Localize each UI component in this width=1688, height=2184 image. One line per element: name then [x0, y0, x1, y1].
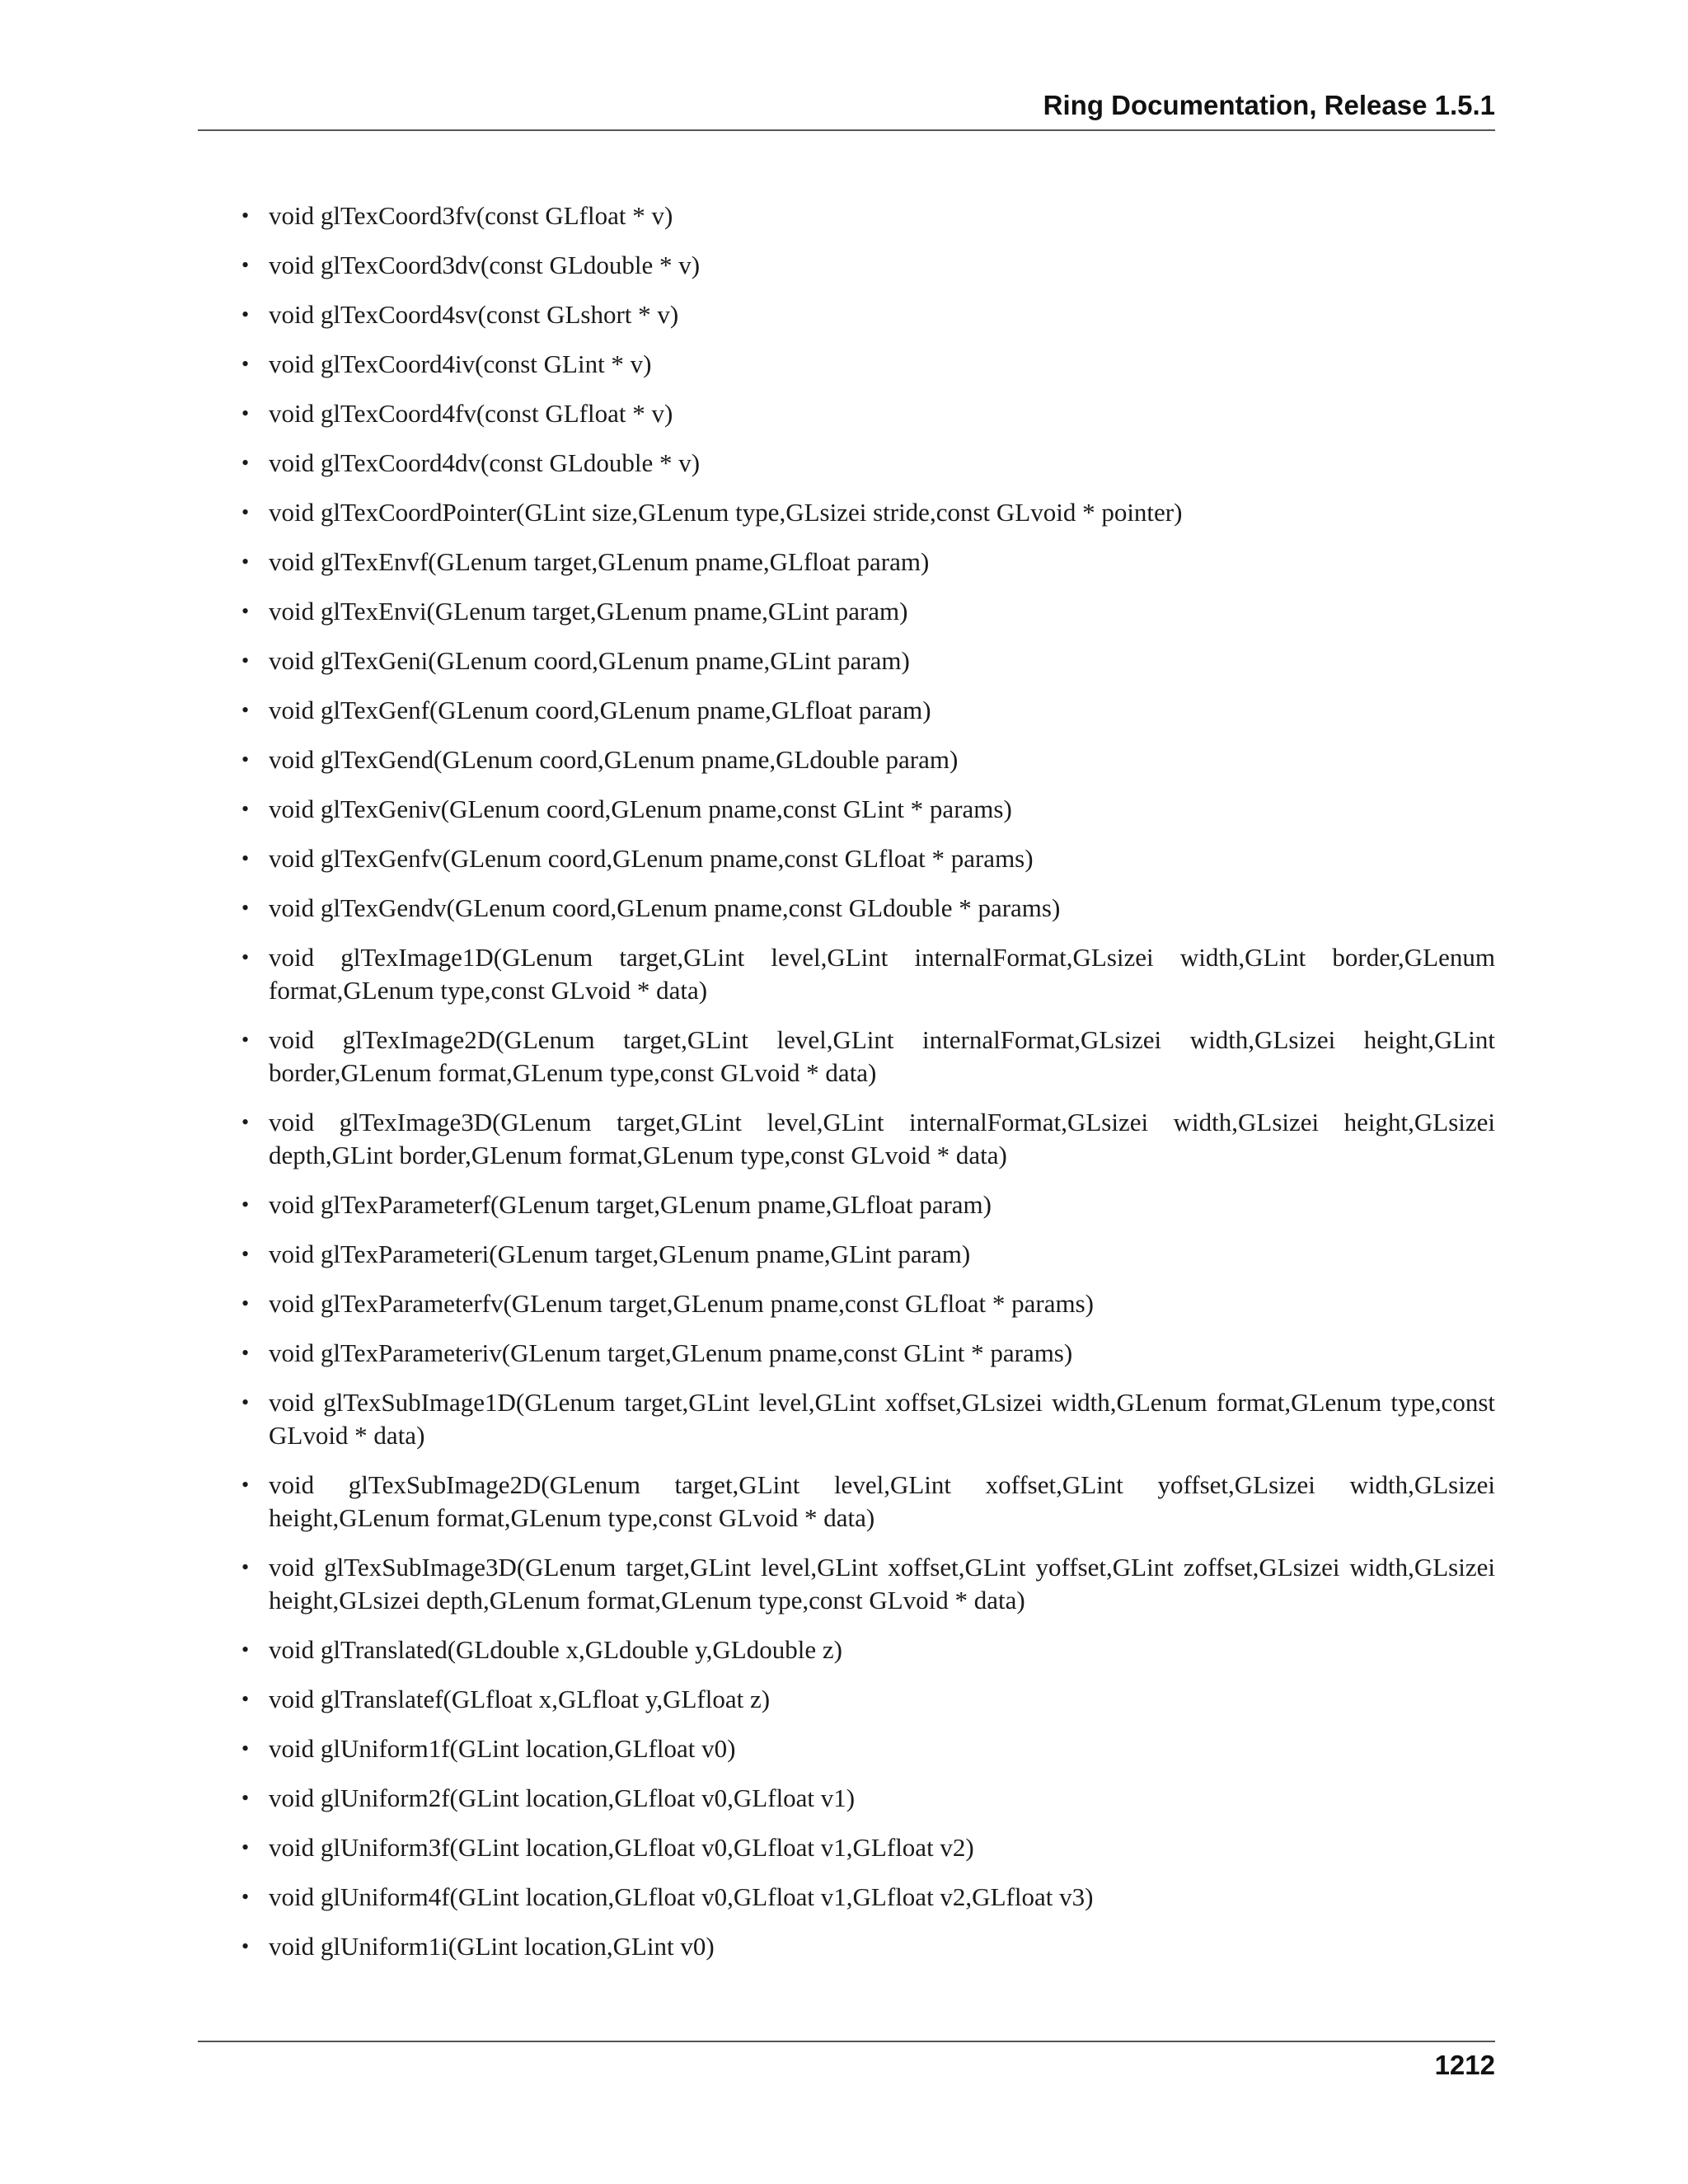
function-signature: void glTexGenfv(GLenum coord,GLenum pname,const GLfloat * params)	[269, 844, 1034, 873]
list-item	[239, 1881, 1495, 1914]
function-signature: void glUniform1f(GLint location,GLfloat v0)	[269, 1734, 736, 1763]
header-divider	[198, 129, 1495, 131]
bullet-icon: •	[241, 1390, 250, 1414]
function-signature: void glTexSubImage2D(GLenum target,GLint level,GLint xoffset,GLint yoffset,GLsizei width,GLsizei height,GLenum format,GLenum type,const GLvoid * data)	[269, 1470, 1495, 1532]
bullet-icon: •	[241, 1242, 250, 1266]
function-signature: void glTranslatef(GLfloat x,GLfloat y,GLfloat z)	[269, 1685, 771, 1713]
footer-divider	[198, 2041, 1495, 2042]
function-signature: void glTexSubImage3D(GLenum target,GLint level,GLint xoffset,GLint yoffset,GLint zoffset,GLsizei width,GLsizei height,GLsizei depth,GLenum format,GLenum type,const GLvoid * data)	[269, 1553, 1495, 1615]
function-signature: void glTexCoord3dv(const GLdouble * v)	[269, 251, 701, 279]
bullet-icon: •	[241, 1291, 250, 1315]
list-item	[239, 496, 1495, 529]
running-header: Ring Documentation, Release 1.5.1	[1043, 90, 1495, 120]
function-signature: void glTexCoordPointer(GLint size,GLenum type,GLsizei stride,const GLvoid * pointer)	[269, 498, 1183, 527]
bullet-icon: •	[241, 1736, 250, 1760]
bullet-icon: •	[241, 1638, 250, 1661]
list-item	[239, 397, 1495, 430]
list-item	[239, 595, 1495, 628]
list-item	[239, 1683, 1495, 1716]
bullet-icon: •	[241, 1934, 250, 1958]
function-signature: void glTexImage3D(GLenum target,GLint level,GLint internalFormat,GLsizei width,GLsizei height,GLsizei depth,GLint border,GLenum format,GLenum type,const GLvoid * data)	[269, 1108, 1495, 1169]
bullet-icon: •	[241, 550, 250, 574]
function-signature: void glTexParameteri(GLenum target,GLenum pname,GLint param)	[269, 1240, 971, 1268]
bullet-icon: •	[241, 1473, 250, 1497]
bullet-icon: •	[241, 1687, 250, 1711]
bullet-icon: •	[241, 698, 250, 722]
function-signature: void glTexParameteriv(GLenum target,GLenum pname,const GLint * params)	[269, 1338, 1073, 1367]
function-signature: void glTexParameterfv(GLenum target,GLenum pname,const GLfloat * params)	[269, 1289, 1094, 1318]
function-signature: void glTranslated(GLdouble x,GLdouble y,GLdouble z)	[269, 1635, 842, 1664]
list-item	[239, 1782, 1495, 1815]
function-signature: void glTexGendv(GLenum coord,GLenum pname,const GLdouble * params)	[269, 893, 1061, 922]
list-item	[239, 1386, 1495, 1452]
list-item	[239, 1469, 1495, 1535]
list-item	[239, 1732, 1495, 1765]
list-item	[239, 1930, 1495, 1963]
bullet-icon: •	[241, 896, 250, 920]
bullet-icon: •	[241, 1835, 250, 1859]
bullet-icon: •	[241, 1110, 250, 1134]
bullet-icon: •	[241, 302, 250, 326]
list-item	[239, 447, 1495, 480]
list-item	[239, 793, 1495, 826]
list-item	[239, 1337, 1495, 1370]
list-item	[239, 1831, 1495, 1864]
page-content	[239, 199, 1495, 1980]
function-signature: void glTexCoord3fv(const GLfloat * v)	[269, 201, 673, 230]
list-item	[239, 546, 1495, 579]
list-item	[239, 842, 1495, 875]
bullet-icon: •	[241, 1885, 250, 1909]
bullet-icon: •	[241, 797, 250, 821]
function-signature: void glTexGenf(GLenum coord,GLenum pname,GLfloat param)	[269, 696, 931, 724]
list-item	[239, 199, 1495, 232]
bullet-icon: •	[241, 500, 250, 524]
function-signature: void glTexGeniv(GLenum coord,GLenum pname,const GLint * params)	[269, 794, 1012, 823]
function-signature: void glTexEnvf(GLenum target,GLenum pname,GLfloat param)	[269, 547, 930, 576]
list-item	[239, 743, 1495, 776]
function-signature: void glTexCoord4sv(const GLshort * v)	[269, 300, 679, 329]
function-signature: void glTexSubImage1D(GLenum target,GLint level,GLint xoffset,GLsizei width,GLenum format,GLenum type,const GLvoid * data)	[269, 1388, 1495, 1450]
list-item	[239, 1188, 1495, 1221]
bullet-icon: •	[241, 846, 250, 870]
list-item	[239, 1287, 1495, 1320]
function-signature: void glUniform1i(GLint location,GLint v0)	[269, 1932, 715, 1961]
bullet-icon: •	[241, 352, 250, 376]
bullet-icon: •	[241, 649, 250, 673]
list-item	[239, 1238, 1495, 1271]
list-item	[239, 1024, 1495, 1090]
function-signature: void glTexEnvi(GLenum target,GLenum pname,GLint param)	[269, 597, 908, 626]
list-item	[239, 644, 1495, 677]
function-signature: void glUniform3f(GLint location,GLfloat v0,GLfloat v1,GLfloat v2)	[269, 1833, 974, 1862]
list-item	[239, 694, 1495, 727]
list-item	[239, 249, 1495, 282]
bullet-icon: •	[241, 401, 250, 425]
bullet-icon: •	[241, 451, 250, 475]
function-signature: void glTexCoord4iv(const GLint * v)	[269, 349, 652, 378]
function-signature: void glUniform4f(GLint location,GLfloat v0,GLfloat v1,GLfloat v2,GLfloat v3)	[269, 1882, 1094, 1911]
bullet-icon: •	[241, 204, 250, 227]
list-item	[239, 1106, 1495, 1172]
function-signature: void glTexGeni(GLenum coord,GLenum pname,GLint param)	[269, 646, 910, 675]
bullet-icon: •	[241, 1193, 250, 1216]
bullet-icon: •	[241, 945, 250, 969]
function-signature: void glTexImage2D(GLenum target,GLint level,GLint internalFormat,GLsizei width,GLsizei height,GLint border,GLenum format,GLenum type,const GLvoid * data)	[269, 1025, 1495, 1087]
page-number: 1212	[1434, 2050, 1495, 2080]
bullet-icon: •	[241, 1028, 250, 1052]
function-signature-list	[239, 199, 1495, 1963]
bullet-icon: •	[241, 1341, 250, 1365]
function-signature: void glTexCoord4dv(const GLdouble * v)	[269, 448, 701, 477]
function-signature: void glTexImage1D(GLenum target,GLint level,GLint internalFormat,GLsizei width,GLint border,GLenum format,GLenum type,const GLvoid * data)	[269, 943, 1495, 1005]
function-signature: void glTexParameterf(GLenum target,GLenum pname,GLfloat param)	[269, 1190, 992, 1219]
bullet-icon: •	[241, 1786, 250, 1810]
list-item	[239, 348, 1495, 381]
function-signature: void glTexCoord4fv(const GLfloat * v)	[269, 399, 673, 428]
function-signature: void glUniform2f(GLint location,GLfloat v0,GLfloat v1)	[269, 1783, 856, 1812]
list-item	[239, 1633, 1495, 1666]
bullet-icon: •	[241, 253, 250, 277]
bullet-icon: •	[241, 599, 250, 623]
list-item	[239, 941, 1495, 1007]
bullet-icon: •	[241, 1555, 250, 1579]
list-item	[239, 298, 1495, 331]
list-item	[239, 892, 1495, 925]
list-item	[239, 1551, 1495, 1617]
bullet-icon: •	[241, 748, 250, 771]
function-signature: void glTexGend(GLenum coord,GLenum pname,GLdouble param)	[269, 745, 959, 774]
